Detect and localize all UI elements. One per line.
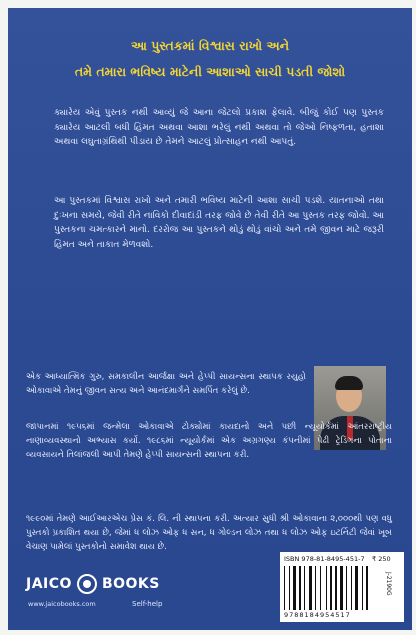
barcode-stripe [340, 566, 343, 610]
barcode-stripe [302, 566, 303, 610]
barcode-digits: 9788184954517 [284, 611, 351, 619]
barcode-stripe [328, 566, 329, 610]
barcode-stripe [333, 566, 334, 610]
barcode-stripe [364, 566, 365, 610]
barcode-stripe [313, 566, 314, 610]
back-cover [8, 8, 412, 630]
barcode-bars [284, 566, 380, 610]
blurb-paragraph-1: ક્યારેય એવું પુસ્તક નથી આવ્યું જે આના જેટલો પ્રકાશ ફેલાવે. બીજું કોઈ પણ પુસ્તક ક્યારેય આટલી બધી હિંમત અથવા આશા ભરેલું નથી અથવા તો જેઓ નિષ્ફળતા, હતાશા અથવા લઘુતાગ્રંથિથી પીડાય છે તેમને આટલું પ્રોત્સાહન નથી આપતું. [54, 108, 384, 148]
publisher-logo [26, 574, 160, 594]
author-bio-1: એક આધ્યાત્મિક ગુરુ, સમકાલીન આર્જક્ષા અને હેપ્પી સાયન્સના સ્થાપક રયુહો ઓકાવાએ તેમનું જીવન સત્ય અને આનંદમાર્ગને સમર્પિત કરેલું છે. [26, 372, 306, 396]
headline-line-1: આ પુસ્તકમાં વિશ્વાસ રાખો અને [130, 38, 290, 53]
headline-line-2: તમે તમારા ભવિષ્ય માટેની આશાઓ સાચી પડતી જોશો [74, 64, 346, 79]
barcode-stripe [326, 566, 327, 610]
barcode-stripe [309, 566, 312, 610]
book-category: Self-help [132, 600, 163, 608]
price-label: ₹ 250 [372, 555, 391, 563]
barcode-stripe [359, 566, 361, 610]
publisher-website: www.jaicobooks.com [28, 600, 96, 608]
barcode-stripe [348, 566, 350, 610]
author-photo-hair [335, 376, 363, 390]
barcode-stripe [289, 566, 290, 610]
barcode-stripe [315, 566, 316, 610]
blurb-paragraph-2: આ પુસ્તકમાં વિશ્વાસ રાખો અને તમારી ભવિષ્ય માટેની આશા સાચી પડશે. યાતનાઓ તથા દુઃખના સમયે, જેવી રીતે નાવિકો દીવાદાંડી તરફ જોવે છે તેવી રીતે આ પુસ્તક તરફ જોવો. આ પુસ્તકના ચમત્કારને માનો. દરરોજ આ પુસ્તકને થોડું થોડું વાંચો અને તમે જીવન માટે જરૂરી હિંમત અને તાકાત મેળવશો. [54, 196, 384, 250]
author-bio-3: ૧૯૯૦માં તેમણે આઈઆરએચ પ્રેસ કં. લિ. ની સ્થાપના કરી. અત્યાર સુધી શ્રી ઓકાવાના ૨,૦૦૦થી પણ વધુ પુસ્તકો પ્રકાશિત થયા છે, જેમાં ધ લોઝ ઓફ ધ સન, ધ ગોલ્ડન લોઝ તથા ધ લોઝ ઓફ ઇટર્નિટી જેવાં ખૂબ વેચાણ પામેલાં પુસ્તકોનો સમાવેશ થાય છે. [26, 514, 392, 552]
barcode-stripe [330, 566, 332, 610]
barcode-stripe [284, 566, 285, 610]
barcode-stripe [304, 566, 305, 610]
barcode-stripe [362, 566, 363, 610]
barcode-box [280, 552, 404, 622]
barcode-stripe [306, 566, 308, 610]
publisher-name-left: JAICO [26, 576, 72, 592]
barcode-stripe [346, 566, 347, 610]
barcode-stripe [351, 566, 352, 610]
barcode-stripe [320, 566, 321, 610]
catalog-code: J-2190G [385, 572, 392, 596]
barcode-stripe [317, 566, 319, 610]
barcode-stripe [297, 566, 298, 610]
barcode-stripe [291, 566, 292, 610]
barcode-stripe [286, 566, 288, 610]
barcode-stripe [344, 566, 345, 610]
isbn-label: ISBN 978-81-8495-451-7 [284, 555, 365, 563]
barcode-stripe [366, 566, 368, 610]
barcode-stripe [353, 566, 354, 610]
publisher-emblem-icon [77, 574, 97, 594]
barcode-stripe [338, 566, 339, 610]
barcode-stripe [355, 566, 358, 610]
author-bio-2: જાપાનમાં ૧૯૫૬માં જન્મેલા ઓકાવાએ ટોક્યોમાં કાયદાનો અને પછી ન્યૂયોર્કમાં આંતરરાષ્ટ્રીય નાણાવ્યવસ્થાનો અભ્યાસ કર્યો. ૧૯૮૬માં ન્યૂયોર્કમાં એક અગ્રગણ્ય કંપનીમાં પેઢી ટ્રેડિંગના પોતાના વ્યવસાયને તિલાંજલી આપી તેમણે હેપ્પી સાયન્સની સ્થાપના કરી. [26, 422, 392, 460]
barcode-stripe [299, 566, 301, 610]
barcode-stripe [322, 566, 325, 610]
publisher-name-right: BOOKS [101, 576, 160, 592]
barcode-stripe [293, 566, 296, 610]
barcode-stripe [335, 566, 337, 610]
